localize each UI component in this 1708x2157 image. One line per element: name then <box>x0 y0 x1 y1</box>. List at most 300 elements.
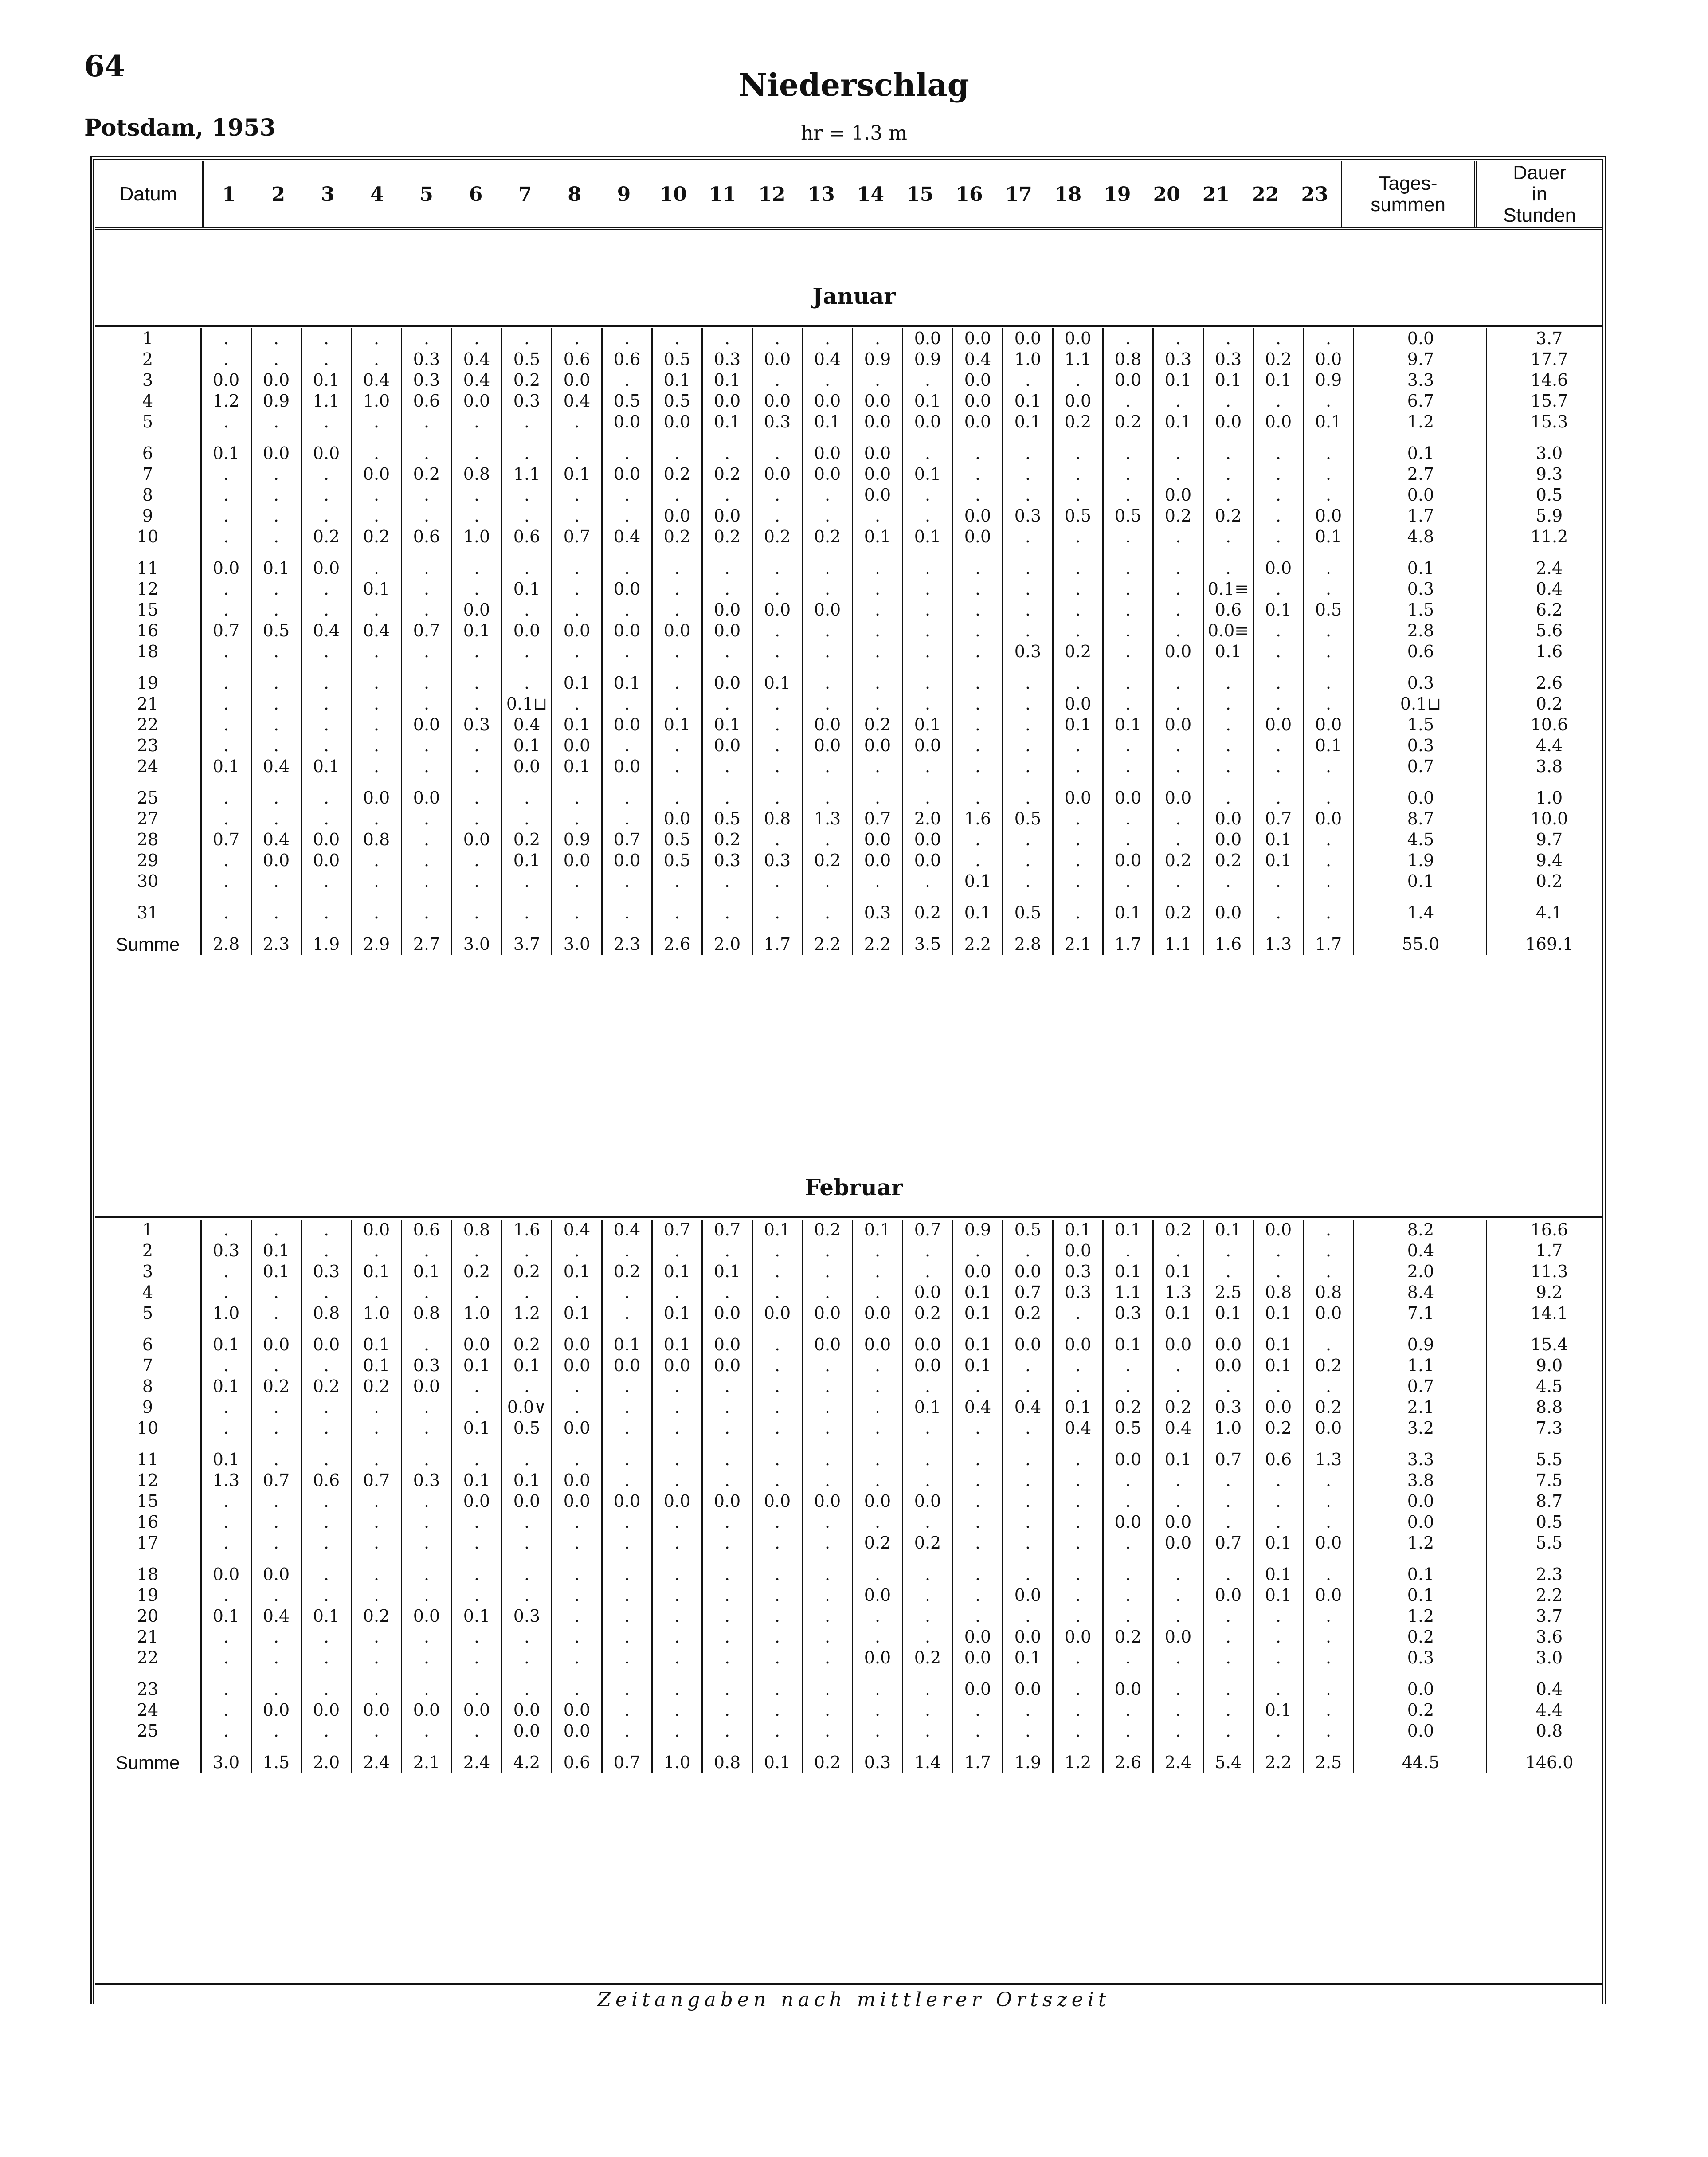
gap-cell <box>502 1439 552 1449</box>
hour-cell: 0.0 <box>752 349 803 370</box>
gap-cell <box>1304 547 1355 558</box>
hour-cell: . <box>803 1647 853 1668</box>
hour-cell: . <box>953 1376 1003 1397</box>
hour-cell: . <box>1153 808 1203 829</box>
hour-cell: . <box>953 1700 1003 1721</box>
gap-cell <box>302 432 352 443</box>
duration-cell: 0.8 <box>1487 1721 1612 1741</box>
hour-cell: . <box>251 1721 302 1741</box>
hour-cell: . <box>402 579 452 600</box>
hour-cell: . <box>903 620 953 641</box>
gap-cell <box>953 892 1003 902</box>
gap-cell <box>652 432 702 443</box>
table-row <box>95 620 1611 641</box>
hour-cell: . <box>702 1533 752 1553</box>
gap-cell <box>602 1553 652 1564</box>
hour-cell: 0.1 <box>853 526 903 547</box>
hour-cell: . <box>302 1491 352 1512</box>
hour-cell: . <box>552 443 602 464</box>
hour-cell: . <box>1053 1512 1103 1533</box>
hour-cell: . <box>1203 735 1254 756</box>
gap-cell <box>502 1553 552 1564</box>
hour-cell: . <box>1103 1376 1153 1397</box>
hour-cell: 0.0 <box>652 412 702 432</box>
hour-cell: . <box>702 1700 752 1721</box>
column-hour: 21 <box>1202 183 1230 206</box>
hour-cell: 0.1 <box>552 1303 602 1324</box>
hour-cell: 0.4 <box>452 370 502 391</box>
hour-cell: 0.3 <box>502 1606 552 1627</box>
hour-cell: 0.2 <box>1103 412 1153 432</box>
gap-cell <box>1103 1668 1153 1679</box>
gap-cell <box>302 1741 352 1752</box>
row-gap <box>95 1439 1611 1449</box>
hour-cell: . <box>402 1512 452 1533</box>
gap-cell <box>552 547 602 558</box>
day-cell: 1 <box>142 329 153 348</box>
column-hour: 8 <box>568 183 581 206</box>
gap-cell <box>1103 432 1153 443</box>
hour-cell: . <box>602 558 652 579</box>
gap-cell <box>602 432 652 443</box>
hour-cell: 0.1 <box>1103 1220 1153 1240</box>
day-cell: 2 <box>142 1241 153 1260</box>
hour-cell: 0.2 <box>903 1303 953 1324</box>
hour-cell: . <box>1003 443 1053 464</box>
gap-cell <box>1487 923 1612 934</box>
hour-cell: . <box>652 871 702 892</box>
hour-cell: . <box>953 735 1003 756</box>
hour-cell: . <box>652 558 702 579</box>
column-hour: 11 <box>709 183 736 206</box>
hour-cell: . <box>1003 1491 1053 1512</box>
hour-cell: . <box>452 558 502 579</box>
hour-cell: . <box>1153 1470 1203 1491</box>
gap-cell <box>1053 892 1103 902</box>
hour-cell: . <box>752 1606 803 1627</box>
hour-cell: . <box>803 673 853 694</box>
month-rule-januar <box>95 325 1602 327</box>
hour-cell: 0.0 <box>853 443 903 464</box>
gap-cell <box>452 432 502 443</box>
gap-cell <box>352 1553 402 1564</box>
hour-cell: . <box>1003 1376 1053 1397</box>
hour-cell: 1.7 <box>752 934 803 955</box>
hour-cell: . <box>752 714 803 735</box>
day-cell: 18 <box>137 642 159 661</box>
gap-cell <box>352 923 402 934</box>
hour-cell: 0.0 <box>452 391 502 412</box>
hour-cell: . <box>652 788 702 808</box>
daily-total-cell: 44.5 <box>1354 1752 1487 1773</box>
hour-cell: . <box>702 558 752 579</box>
hour-cell: . <box>201 788 251 808</box>
hour-cell: . <box>652 1585 702 1606</box>
hour-cell: 0.0 <box>953 1647 1003 1668</box>
hour-cell: 0.2 <box>652 526 702 547</box>
gap-cell <box>452 1668 502 1679</box>
hour-cell: 3.7 <box>502 934 552 955</box>
hour-cell: 0.0 <box>452 600 502 620</box>
hour-cell: . <box>452 871 502 892</box>
gap-cell <box>352 1439 402 1449</box>
hour-cell: 0.0 <box>702 735 752 756</box>
gap-cell <box>803 432 853 443</box>
hour-cell: . <box>602 1647 652 1668</box>
hour-cell: 0.6 <box>552 1752 602 1773</box>
gap-cell <box>602 662 652 673</box>
gap-cell <box>452 547 502 558</box>
hour-cell: . <box>552 808 602 829</box>
hour-cell: . <box>452 1449 502 1470</box>
hour-cell: . <box>602 1585 652 1606</box>
hour-cell: . <box>1053 871 1103 892</box>
hour-cell: 0.5 <box>652 391 702 412</box>
hour-cell: 2.1 <box>1053 934 1103 955</box>
hour-cell: . <box>752 579 803 600</box>
gap-cell <box>552 1668 602 1679</box>
gap-cell <box>201 1741 251 1752</box>
hour-cell: 1.0 <box>652 1752 702 1773</box>
footer-note: Zeitangaben nach mittlerer Ortszeit <box>597 1988 1111 2011</box>
daily-total-cell: 0.9 <box>1354 1334 1487 1355</box>
hour-cell: . <box>251 735 302 756</box>
hour-cell: . <box>1003 850 1053 871</box>
hour-cell: . <box>251 579 302 600</box>
gap-cell <box>452 1324 502 1334</box>
table-row <box>95 1303 1611 1324</box>
hour-cell: . <box>652 600 702 620</box>
hour-cell: 0.0 <box>953 506 1003 526</box>
hour-cell: . <box>652 1418 702 1439</box>
hour-cell: 1.9 <box>1003 1752 1053 1773</box>
hour-cell: . <box>652 694 702 714</box>
hour-cell: . <box>803 829 853 850</box>
hour-cell: . <box>853 1627 903 1647</box>
hour-cell: . <box>1103 579 1153 600</box>
hour-cell: . <box>251 1491 302 1512</box>
table-row <box>95 1220 1611 1240</box>
table-row <box>95 1606 1611 1627</box>
day-cell: 19 <box>137 673 159 693</box>
hour-cell: 0.2 <box>1153 902 1203 923</box>
hour-cell: . <box>702 1606 752 1627</box>
hour-cell: . <box>853 1470 903 1491</box>
hour-cell: . <box>1003 558 1053 579</box>
hour-cell: . <box>502 1627 552 1647</box>
hour-cell: 0.1 <box>201 1376 251 1397</box>
hour-cell: 0.0 <box>903 829 953 850</box>
daily-total-cell: 2.8 <box>1354 620 1487 641</box>
table-row <box>95 1418 1611 1439</box>
gap-cell <box>1053 1439 1103 1449</box>
gap-cell <box>1254 1741 1304 1752</box>
hour-cell: . <box>1053 443 1103 464</box>
gap-cell <box>452 777 502 788</box>
table-row <box>95 579 1611 600</box>
hour-cell: . <box>1254 902 1304 923</box>
hour-cell: 0.2 <box>803 1220 853 1240</box>
hour-cell: . <box>402 808 452 829</box>
hour-cell: 2.9 <box>352 934 402 955</box>
hour-cell: . <box>903 756 953 777</box>
hour-cell: 0.0 <box>702 391 752 412</box>
duration-cell: 0.5 <box>1487 485 1612 506</box>
hour-cell: . <box>552 328 602 349</box>
gap-cell <box>251 547 302 558</box>
hour-cell: . <box>201 1679 251 1700</box>
hour-cell: 0.0 <box>953 526 1003 547</box>
hour-cell: 0.0 <box>853 1585 903 1606</box>
column-datum: Datum <box>95 161 203 227</box>
hour-cell: 0.1 <box>953 1303 1003 1324</box>
hour-cell: . <box>953 1449 1003 1470</box>
hour-cell: . <box>502 641 552 662</box>
hour-cell: 0.4 <box>953 349 1003 370</box>
hour-cell: . <box>302 1564 352 1585</box>
hour-cell: 0.0 <box>1003 1261 1053 1282</box>
hour-cell: . <box>1053 1470 1103 1491</box>
hour-cell: 0.2 <box>1304 1355 1355 1376</box>
hour-cell: . <box>251 1397 302 1418</box>
daily-total-cell: 0.0 <box>1354 485 1487 506</box>
hour-cell: 1.0 <box>352 391 402 412</box>
gap-cell <box>1103 1553 1153 1564</box>
hour-cell: . <box>803 1240 853 1261</box>
hour-cell: 0.0 <box>1053 788 1103 808</box>
hour-cell: . <box>1053 1491 1103 1512</box>
hour-cell: 0.0 <box>1153 1512 1203 1533</box>
hour-cell: . <box>752 620 803 641</box>
hour-cell: . <box>1003 756 1053 777</box>
hour-cell: 0.1 <box>201 1449 251 1470</box>
table-row <box>95 1700 1611 1721</box>
hour-cell: 0.0 <box>953 391 1003 412</box>
hour-cell: . <box>752 1449 803 1470</box>
hour-cell: . <box>1053 464 1103 485</box>
hour-cell: 0.3 <box>1153 349 1203 370</box>
hour-cell: . <box>803 1397 853 1418</box>
hour-cell: . <box>402 1397 452 1418</box>
gap-cell <box>903 1553 953 1564</box>
hour-cell: . <box>1304 871 1355 892</box>
day-cell: 28 <box>137 830 159 849</box>
hour-cell: . <box>552 1647 602 1668</box>
hour-cell: 2.8 <box>201 934 251 955</box>
gap-cell <box>1487 892 1612 902</box>
hour-cell: 0.4 <box>1153 1418 1203 1439</box>
hour-cell: . <box>752 1512 803 1533</box>
hour-cell: 0.0 <box>1153 1627 1203 1647</box>
hour-cell: . <box>602 506 652 526</box>
hour-cell: 0.1 <box>752 673 803 694</box>
hour-cell: . <box>702 1282 752 1303</box>
hour-cell: 0.2 <box>1103 1627 1153 1647</box>
gap-cell <box>1003 1439 1053 1449</box>
hour-cell: 2.6 <box>1103 1752 1153 1773</box>
hour-cell: . <box>803 1585 853 1606</box>
gap-cell <box>1203 432 1254 443</box>
hour-cell: . <box>652 735 702 756</box>
hour-cell: 0.0 <box>1103 1679 1153 1700</box>
gap-cell <box>953 1439 1003 1449</box>
table-row <box>95 1449 1611 1470</box>
column-hour: 6 <box>469 183 483 206</box>
day-cell: 29 <box>137 851 159 870</box>
gap-cell <box>1254 777 1304 788</box>
hour-cell: . <box>201 600 251 620</box>
hour-cell: . <box>903 1240 953 1261</box>
hour-cell: . <box>752 735 803 756</box>
hour-cell: . <box>352 850 402 871</box>
column-hour: 1 <box>222 183 236 206</box>
hour-cell: . <box>251 641 302 662</box>
duration-cell: 0.2 <box>1487 871 1612 892</box>
hour-cell: 0.1 <box>1053 714 1103 735</box>
hour-cell: . <box>1304 1376 1355 1397</box>
hour-cell: . <box>853 558 903 579</box>
hour-cell: . <box>752 1627 803 1647</box>
hour-cell: 0.0 <box>502 1721 552 1741</box>
day-cell: 30 <box>137 871 159 891</box>
hour-cell: . <box>1203 1261 1254 1282</box>
hour-cell: . <box>903 1564 953 1585</box>
hour-cell: 0.0 <box>702 620 752 641</box>
hour-cell: 0.0 <box>803 714 853 735</box>
hour-cell: 0.8 <box>352 829 402 850</box>
hour-cell: . <box>1053 1355 1103 1376</box>
hour-cell: 0.1 <box>803 412 853 432</box>
hour-cell: 0.1 <box>1304 735 1355 756</box>
hour-cell: 0.3 <box>402 370 452 391</box>
hour-cell: . <box>1153 1564 1203 1585</box>
hour-cell: . <box>702 1585 752 1606</box>
hour-cell: 0.1 <box>452 1355 502 1376</box>
duration-cell: 1.0 <box>1487 788 1612 808</box>
hour-cell: . <box>502 1512 552 1533</box>
row-gap <box>95 432 1611 443</box>
gap-cell <box>502 547 552 558</box>
hour-cell: . <box>1304 1491 1355 1512</box>
hour-cell: . <box>402 1679 452 1700</box>
hour-cell: . <box>302 788 352 808</box>
hour-cell: . <box>502 673 552 694</box>
gap-cell <box>251 923 302 934</box>
hour-cell: . <box>602 1606 652 1627</box>
hour-cell: 0.5 <box>502 349 552 370</box>
hour-cell: . <box>903 641 953 662</box>
hour-cell: 0.3 <box>302 1261 352 1282</box>
hour-cell: . <box>302 1512 352 1533</box>
hour-cell: . <box>302 1533 352 1553</box>
hour-cell: . <box>602 1533 652 1553</box>
gap-cell <box>752 432 803 443</box>
hour-cell: 0.0 <box>1254 558 1304 579</box>
hour-cell: . <box>1153 391 1203 412</box>
daily-total-cell: 8.7 <box>1354 808 1487 829</box>
hour-cell: 0.1 <box>452 1418 502 1439</box>
hour-cell: . <box>502 1240 552 1261</box>
footer-rule <box>95 1983 1602 1985</box>
hour-cell: 0.0 <box>1003 328 1053 349</box>
hour-cell: . <box>1053 1533 1103 1553</box>
hour-cell: . <box>752 1679 803 1700</box>
table-row <box>95 412 1611 432</box>
hour-cell: . <box>953 464 1003 485</box>
hour-cell: 0.1 <box>1153 1303 1203 1324</box>
duration-cell: 17.7 <box>1487 349 1612 370</box>
hour-cell: . <box>652 443 702 464</box>
hour-cell: . <box>552 506 602 526</box>
hour-cell: 0.0 <box>903 1334 953 1355</box>
gap-cell <box>803 923 853 934</box>
hour-cell: 0.6 <box>402 391 452 412</box>
hour-cell: . <box>1254 788 1304 808</box>
hour-cell: . <box>803 1418 853 1439</box>
hour-cell: 0.0 <box>1053 391 1103 412</box>
hour-cell: . <box>302 902 352 923</box>
hour-cell: 0.4 <box>452 349 502 370</box>
hour-cell: 0.0 <box>602 756 652 777</box>
hour-cell: 1.1 <box>1103 1282 1153 1303</box>
hour-cell: . <box>702 902 752 923</box>
hour-cell: 0.2 <box>352 1606 402 1627</box>
hour-cell: . <box>1103 735 1153 756</box>
hour-cell: 0.0 <box>953 370 1003 391</box>
gap-cell <box>803 1553 853 1564</box>
hour-cell: . <box>853 641 903 662</box>
hour-cell: . <box>452 1240 502 1261</box>
hour-cell: . <box>1053 370 1103 391</box>
day-cell: 23 <box>137 736 159 755</box>
hour-cell: 0.0 <box>1153 1533 1203 1553</box>
hour-cell: . <box>452 1533 502 1553</box>
hour-cell: . <box>552 1606 602 1627</box>
gap-cell <box>602 892 652 902</box>
gap-cell <box>552 432 602 443</box>
hour-cell: . <box>1153 735 1203 756</box>
hour-cell: 0.8 <box>452 464 502 485</box>
hour-cell: . <box>953 850 1003 871</box>
gap-cell <box>602 1439 652 1449</box>
gap-cell <box>752 1741 803 1752</box>
hour-cell: . <box>1053 850 1103 871</box>
gap-cell <box>1304 1439 1355 1449</box>
hour-cell: . <box>201 673 251 694</box>
hour-cell: 4.2 <box>502 1752 552 1773</box>
gap-cell <box>302 923 352 934</box>
hour-cell: 2.3 <box>602 934 652 955</box>
gap-cell <box>552 1324 602 1334</box>
hour-cell: . <box>1053 526 1103 547</box>
page-number: 64 <box>84 49 125 83</box>
hour-cell: . <box>702 756 752 777</box>
hour-cell: . <box>1053 1679 1103 1700</box>
hour-cell: 0.2 <box>803 1752 853 1773</box>
hour-cell: 0.0 <box>652 808 702 829</box>
hour-cell: . <box>803 1606 853 1627</box>
duration-cell: 4.5 <box>1487 1376 1612 1397</box>
hour-cell: 0.0 <box>502 1491 552 1512</box>
column-hour: 15 <box>906 183 934 206</box>
daily-total-cell: 4.5 <box>1354 829 1487 850</box>
hour-cell: . <box>1153 1606 1203 1627</box>
hour-cell: . <box>953 1491 1003 1512</box>
hour-cell: 0.8 <box>752 808 803 829</box>
hour-cell: . <box>352 1721 402 1741</box>
hour-cell: 0.0 <box>702 1303 752 1324</box>
hour-cell: 0.1 <box>702 1261 752 1282</box>
